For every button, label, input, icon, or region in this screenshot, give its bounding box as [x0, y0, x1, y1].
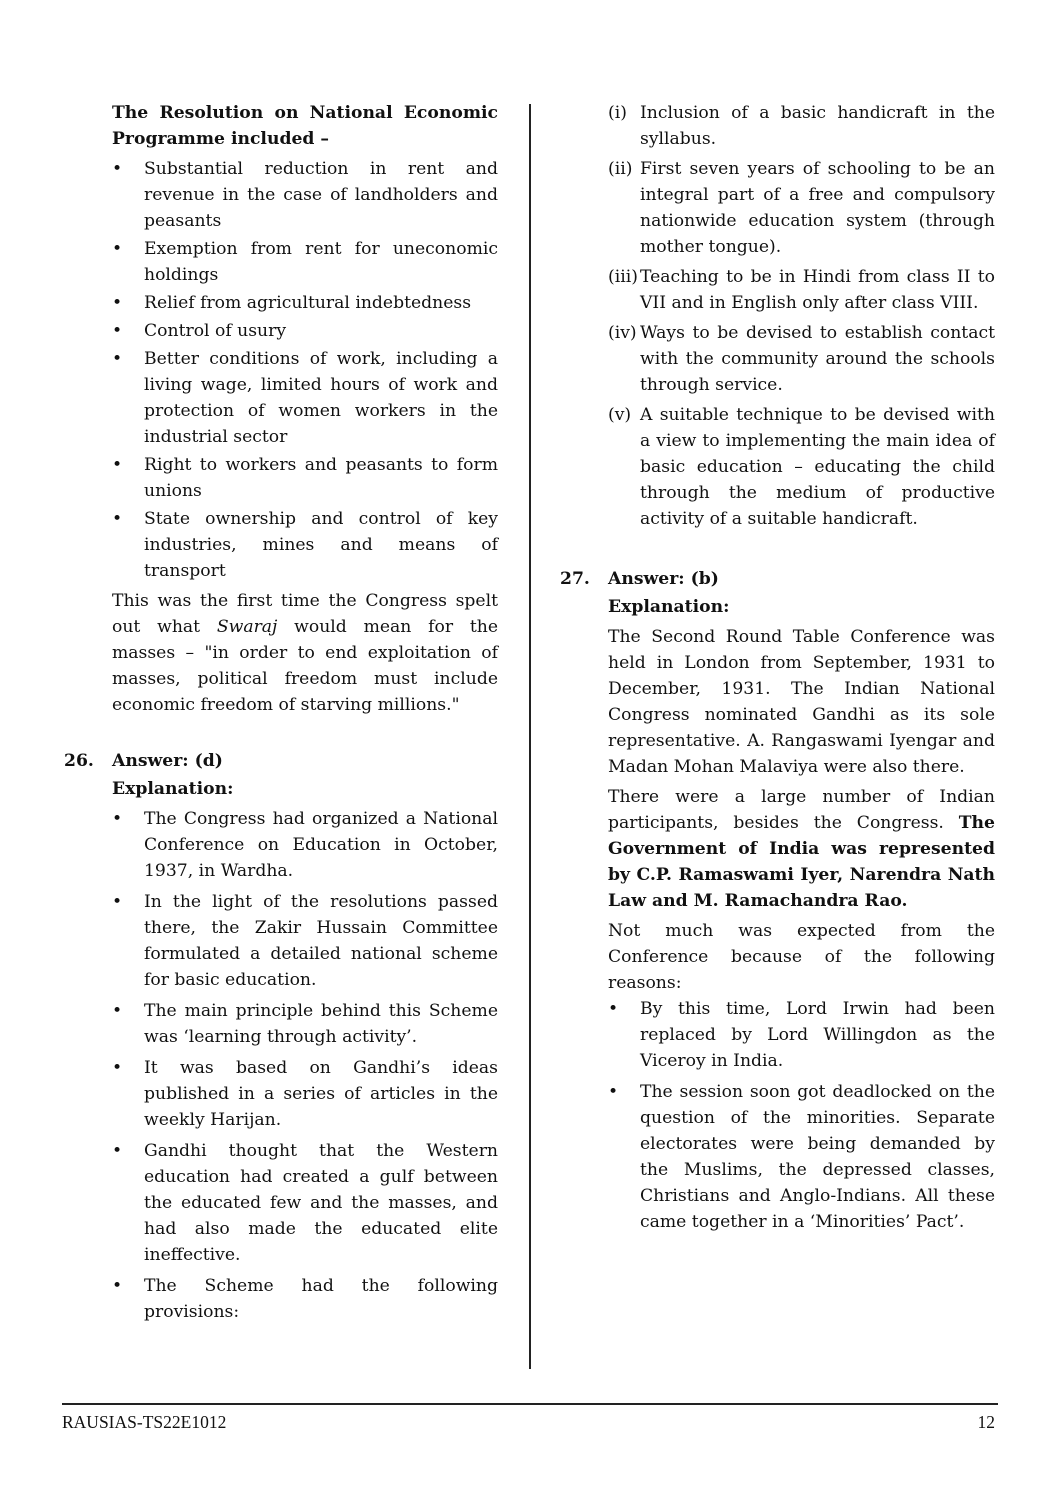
list-item: (ii) First seven years of schooling to be an integral part of a free and compulsory nationwide education system (through mother tongue).	[608, 156, 995, 260]
swaraj-paragraph: This was the first time the Congress spelt out what Swaraj would mean for the masses – "in order to end exploitation of masses, political freedom must include economic freedom of starving millions."	[112, 591, 499, 715]
resolution-heading: The Resolution on National Economic Programme included –	[112, 103, 498, 149]
explanation-label: Explanation:	[608, 597, 730, 617]
list-item: (v) A suitable technique to be devised with a view to implementing the main idea of basic education – educating the child through the medium of productive activity of a suitable handicraft.	[608, 402, 995, 532]
q26-explanation-list	[112, 806, 498, 1325]
provisions-list	[608, 100, 995, 532]
list-item: • In the light of the resolutions passed there, the Zakir Hussain Committee formulated a detailed national scheme for basic education.	[112, 889, 498, 993]
item-number: (i)	[608, 103, 627, 123]
list-item: • Right to workers and peasants to form unions	[112, 452, 498, 504]
question-26-header	[64, 748, 498, 774]
list-item: • Substantial reduction in rent and revenue in the case of landholders and peasants	[112, 156, 498, 234]
list-item: (iii) Teaching to be in Hindi from class II to VII and in English only after class VIII.	[608, 264, 995, 316]
left-column	[64, 100, 499, 1330]
list-item: • Control of usury	[112, 318, 498, 344]
answer-label: Answer: (d)	[112, 751, 223, 771]
question-27-header	[560, 566, 995, 592]
list-item: • Better conditions of work, including a living wage, limited hours of work and protection of women workers in the industrial sector	[112, 346, 498, 450]
bullet-icon: •	[112, 1276, 123, 1296]
list-item: (iv) Ways to be devised to establish contact with the community around the schools through service.	[608, 320, 995, 398]
bullet-icon: •	[112, 509, 123, 529]
item-number: (iii)	[608, 267, 638, 287]
document-code: RAUSIAS-TS22E1012	[62, 1412, 227, 1432]
bullet-icon: •	[112, 1001, 123, 1021]
resolution-list	[112, 156, 498, 584]
list-item: • State ownership and control of key industries, mines and means of transport	[112, 506, 498, 584]
list-item: • The Congress had organized a National Conference on Education in October, 1937, in Wardha.	[112, 806, 498, 884]
list-item: • The Scheme had the following provisions:	[112, 1273, 498, 1325]
bullet-icon: •	[112, 159, 123, 179]
bullet-icon: •	[112, 321, 123, 341]
bullet-icon: •	[112, 293, 123, 313]
footer-rule	[62, 1403, 998, 1405]
bullet-icon: •	[608, 1082, 619, 1102]
list-item: • By this time, Lord Irwin had been replaced by Lord Willingdon as the Viceroy in India.	[608, 996, 995, 1074]
bullet-icon: •	[112, 1058, 123, 1078]
column-divider	[529, 104, 531, 1369]
bullet-icon: •	[112, 239, 123, 259]
answer-label: Answer: (b)	[608, 569, 719, 589]
explanation-label: Explanation:	[112, 779, 234, 799]
reasons-paragraph: Not much was expected from the Conference because of the following reasons:	[608, 921, 995, 993]
bullet-icon: •	[112, 455, 123, 475]
conference-paragraph: The Second Round Table Conference was held in London from September, 1931 to December, 1931. The Indian National Congress nominated Gandhi as its sole representative. A. Rangaswami Iyengar and Madan Mohan Malaviya were also there.	[608, 627, 995, 777]
item-number: (ii)	[608, 159, 633, 179]
bullet-icon: •	[112, 349, 123, 369]
participants-paragraph: There were a large number of Indian participants, besides the Congress. The Government of India was represented by C.P. Ramaswami Iyer, Narendra Nath Law and M. Ramachandra Rao.	[608, 787, 995, 911]
bullet-icon: •	[112, 1141, 123, 1161]
question-number: 27.	[560, 569, 590, 589]
bullet-icon: •	[608, 999, 619, 1019]
list-item: • Exemption from rent for uneconomic holdings	[112, 236, 498, 288]
list-item: (i) Inclusion of a basic handicraft in the syllabus.	[608, 100, 995, 152]
bullet-icon: •	[112, 892, 123, 912]
list-item: • The session soon got deadlocked on the question of the minorities. Separate electorates were being demanded by the Muslims, the depressed classes, Christians and Anglo-Indians. All these came together in a ‘Minorities’ Pact’.	[608, 1079, 995, 1235]
list-item: • It was based on Gandhi’s ideas published in a series of articles in the weekly Harijan.	[112, 1055, 498, 1133]
bullet-icon: •	[112, 809, 123, 829]
reasons-list	[608, 996, 995, 1235]
page-number: 12	[977, 1412, 995, 1432]
question-number: 26.	[64, 751, 94, 771]
item-number: (v)	[608, 405, 632, 425]
right-column	[560, 100, 995, 1240]
item-number: (iv)	[608, 323, 637, 343]
list-item: • The main principle behind this Scheme was ‘learning through activity’.	[112, 998, 498, 1050]
list-item: • Gandhi thought that the Western education had created a gulf between the educated few and the masses, and had also made the educated elite ineffective.	[112, 1138, 498, 1268]
list-item: • Relief from agricultural indebtedness	[112, 290, 498, 316]
